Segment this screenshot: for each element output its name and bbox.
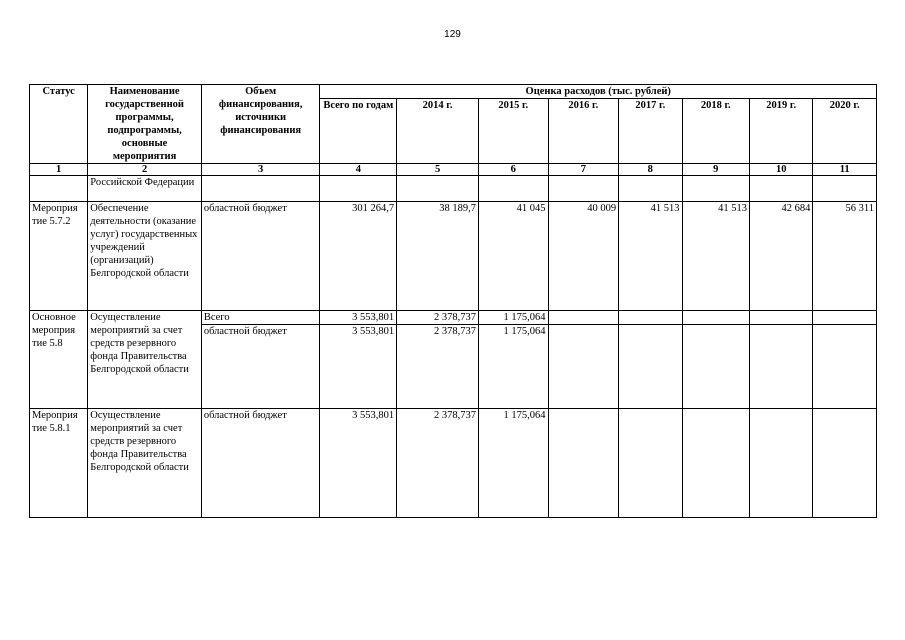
value-cell [548, 409, 619, 518]
value-cell: 2 378,737 [397, 325, 479, 409]
value-cell [813, 311, 877, 325]
column-number: 10 [750, 164, 813, 176]
source-cell: Всего [201, 311, 320, 325]
table-row [30, 176, 877, 202]
value-cell [548, 176, 619, 202]
source-cell [201, 176, 320, 202]
column-number: 7 [548, 164, 619, 176]
source-cell: областной бюджет [201, 325, 320, 409]
value-cell: 2 378,737 [397, 409, 479, 518]
status-cell: Мероприя тие 5.8.1 [30, 409, 88, 518]
value-cell [619, 311, 682, 325]
value-cell [682, 409, 750, 518]
header-status: Статус [30, 85, 88, 164]
status-cell: Основное мероприя тие 5.8 [30, 311, 88, 409]
column-number: 6 [478, 164, 548, 176]
header-year-2019: 2019 г. [750, 99, 813, 164]
value-cell: 38 189,7 [397, 202, 479, 311]
header-year-2020: 2020 г. [813, 99, 877, 164]
column-number: 5 [397, 164, 479, 176]
value-cell: 1 175,064 [478, 325, 548, 409]
value-cell [813, 409, 877, 518]
value-cell: 301 264,7 [320, 202, 397, 311]
value-cell [619, 325, 682, 409]
value-cell [750, 325, 813, 409]
value-cell: 41 513 [682, 202, 750, 311]
name-cell: Российской Федерации [88, 176, 202, 202]
status-cell [30, 176, 88, 202]
value-cell: 41 513 [619, 202, 682, 311]
value-cell [682, 325, 750, 409]
value-cell: 3 553,801 [320, 409, 397, 518]
value-cell: 56 311 [813, 202, 877, 311]
header-total: Всего по годам [320, 99, 397, 164]
value-cell [619, 409, 682, 518]
value-cell [619, 176, 682, 202]
value-cell: 2 378,737 [397, 311, 479, 325]
page-number: 129 [444, 29, 461, 40]
value-cell [813, 176, 877, 202]
column-number: 2 [88, 164, 202, 176]
column-numbers-row [30, 164, 877, 176]
value-cell [750, 176, 813, 202]
name-cell: Обеспечение деятельности (оказание услуг) государственных учреждений (организаций) Белгородской области [88, 202, 202, 311]
header-year-2015: 2015 г. [478, 99, 548, 164]
value-cell [813, 325, 877, 409]
table-row [30, 409, 877, 518]
expense-table [29, 84, 877, 518]
value-cell [548, 325, 619, 409]
source-cell: областной бюджет [201, 202, 320, 311]
header-name: Наименование государственной программы, подпрограммы, основные мероприятия [88, 85, 202, 164]
name-cell: Осуществление мероприятий за счет средств резервного фонда Правительства Белгородской области [88, 409, 202, 518]
status-cell: Мероприя тие 5.7.2 [30, 202, 88, 311]
value-cell [750, 409, 813, 518]
table-row [30, 202, 877, 311]
name-cell: Осуществление мероприятий за счет средств резервного фонда Правительства Белгородской области [88, 311, 202, 409]
header-year-2014: 2014 г. [397, 99, 479, 164]
value-cell: 1 175,064 [478, 311, 548, 325]
value-cell [397, 176, 479, 202]
header-year-2018: 2018 г. [682, 99, 750, 164]
value-cell [320, 176, 397, 202]
value-cell: 1 175,064 [478, 409, 548, 518]
value-cell: 3 553,801 [320, 325, 397, 409]
table-row [30, 311, 877, 325]
header-year-2017: 2017 г. [619, 99, 682, 164]
column-number: 11 [813, 164, 877, 176]
column-number: 3 [201, 164, 320, 176]
header-estimate: Оценка расходов (тыс. рублей) [320, 85, 877, 99]
value-cell: 40 009 [548, 202, 619, 311]
value-cell [682, 311, 750, 325]
value-cell [478, 176, 548, 202]
header-year-2016: 2016 г. [548, 99, 619, 164]
value-cell [548, 311, 619, 325]
column-number: 9 [682, 164, 750, 176]
value-cell: 42 684 [750, 202, 813, 311]
value-cell [750, 311, 813, 325]
value-cell [682, 176, 750, 202]
source-cell: областной бюджет [201, 409, 320, 518]
header-volume: Объем финансирования, источники финансирования [201, 85, 320, 164]
column-number: 1 [30, 164, 88, 176]
value-cell: 3 553,801 [320, 311, 397, 325]
value-cell: 41 045 [478, 202, 548, 311]
column-number: 8 [619, 164, 682, 176]
column-number: 4 [320, 164, 397, 176]
